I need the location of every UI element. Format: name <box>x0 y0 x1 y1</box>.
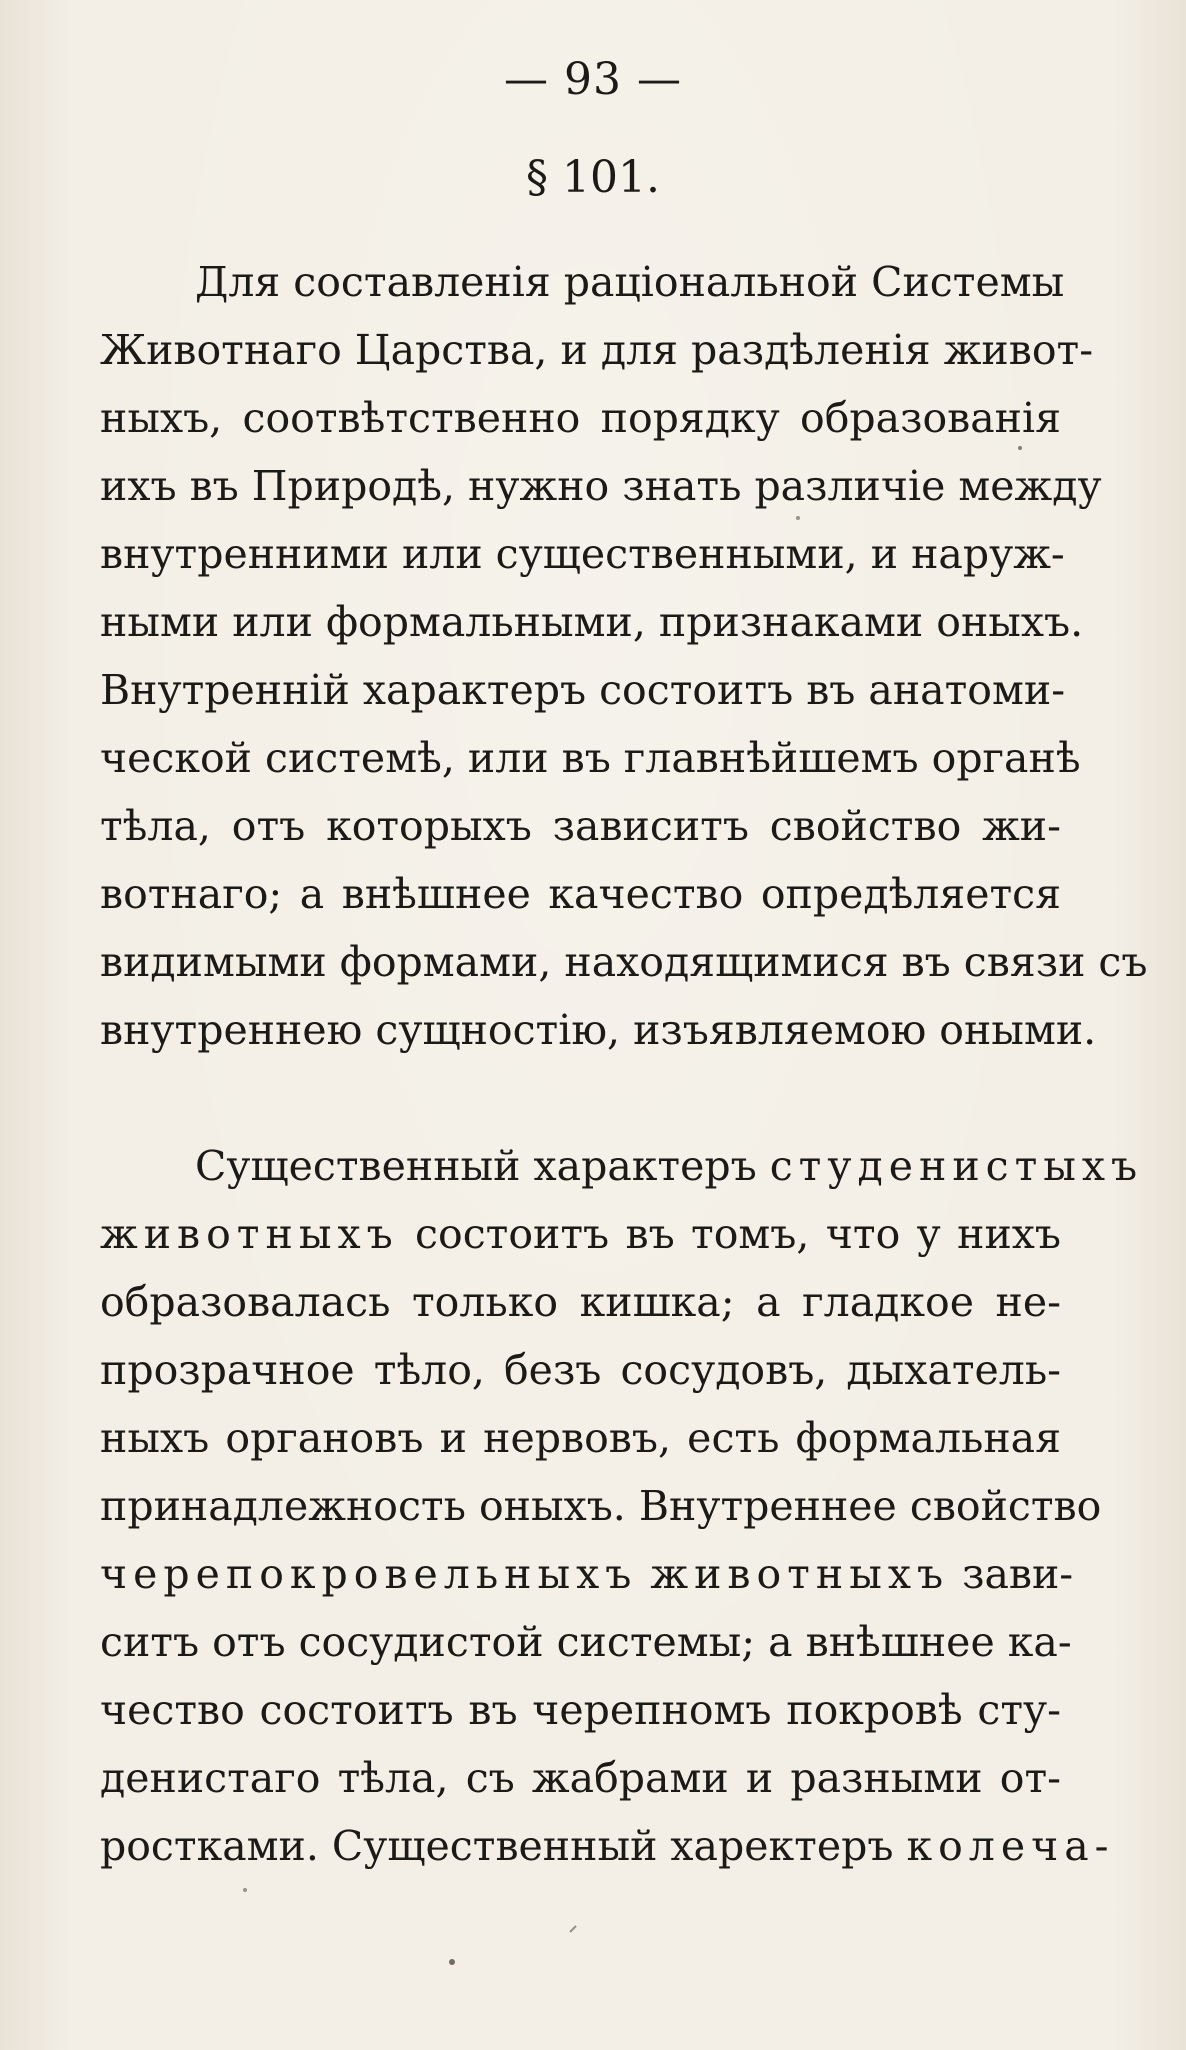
text-line: внутренними или существенными, и наруж- <box>100 530 1065 578</box>
text-line: прозрачное тѣло, безъ сосудовъ, дыхатель- <box>100 1346 1061 1394</box>
section-heading: § 101. <box>526 152 660 203</box>
spaced-emphasis: студенистыхъ <box>769 1142 1144 1190</box>
text-line: ситъ отъ сосудистой системы; а внѣшнее ка- <box>100 1618 1072 1666</box>
spaced-emphasis: животныхъ <box>650 1550 950 1598</box>
spaced-emphasis: колеча- <box>906 1822 1115 1870</box>
text-line: ихъ въ Природѣ, нужно знать различіе между <box>100 462 1102 510</box>
page-number-header: — 93 — <box>504 54 682 105</box>
spaced-emphasis: черепокровельныхъ <box>100 1550 638 1598</box>
text-line: чество состоитъ въ черепномъ покровѣ сту- <box>100 1686 1061 1734</box>
text-line: ныхъ, соотвѣтственно порядку образованія <box>100 394 1061 442</box>
body-text <box>0 248 1186 1880</box>
text-line: ными или формальными, признаками оныхъ. <box>100 598 1084 646</box>
paragraph-1 <box>100 248 1148 1064</box>
text-line <box>100 1200 1061 1268</box>
text-line: вотнаго; а внѣшнее качество опредѣляется <box>100 870 1061 918</box>
text-fragment: Существенный характеръ <box>195 1142 757 1190</box>
text-line: принадлежность оныхъ. Внутреннее свойство <box>100 1482 1102 1530</box>
text-fragment: состоитъ въ томъ, что у нихъ <box>415 1210 1061 1258</box>
text-line: денистаго тѣла, съ жабрами и разными от- <box>100 1754 1061 1802</box>
text-line <box>100 1540 1074 1608</box>
text-line: Животнаго Царства, и для раздѣленія живот- <box>100 326 1094 374</box>
text-line: тѣла, отъ которыхъ зависитъ свойство жи- <box>100 802 1061 850</box>
text-line: Внутренній характеръ состоитъ въ анатоми- <box>100 666 1066 714</box>
text-line <box>100 1132 1144 1200</box>
text-line: внутреннею сущностію, изъявляемою оными. <box>100 1006 1097 1054</box>
text-line: видимыми формами, находящимися въ связи съ <box>100 938 1148 986</box>
spaced-emphasis: животныхъ <box>100 1210 399 1258</box>
text-line <box>100 1812 1115 1880</box>
text-line: Для составленія раціональной Системы <box>195 258 1065 306</box>
text-line: образовалась только кишка; а гладкое не- <box>100 1278 1061 1326</box>
text-fragment: зави- <box>962 1550 1074 1598</box>
text-fragment: ростками. Существенный харектеръ <box>100 1822 894 1870</box>
text-line: ныхъ органовъ и нервовъ, есть формальная <box>100 1414 1061 1462</box>
text-line: ческой системѣ, или въ главнѣйшемъ органѣ <box>100 734 1081 782</box>
paragraph-2 <box>100 1132 1144 1880</box>
